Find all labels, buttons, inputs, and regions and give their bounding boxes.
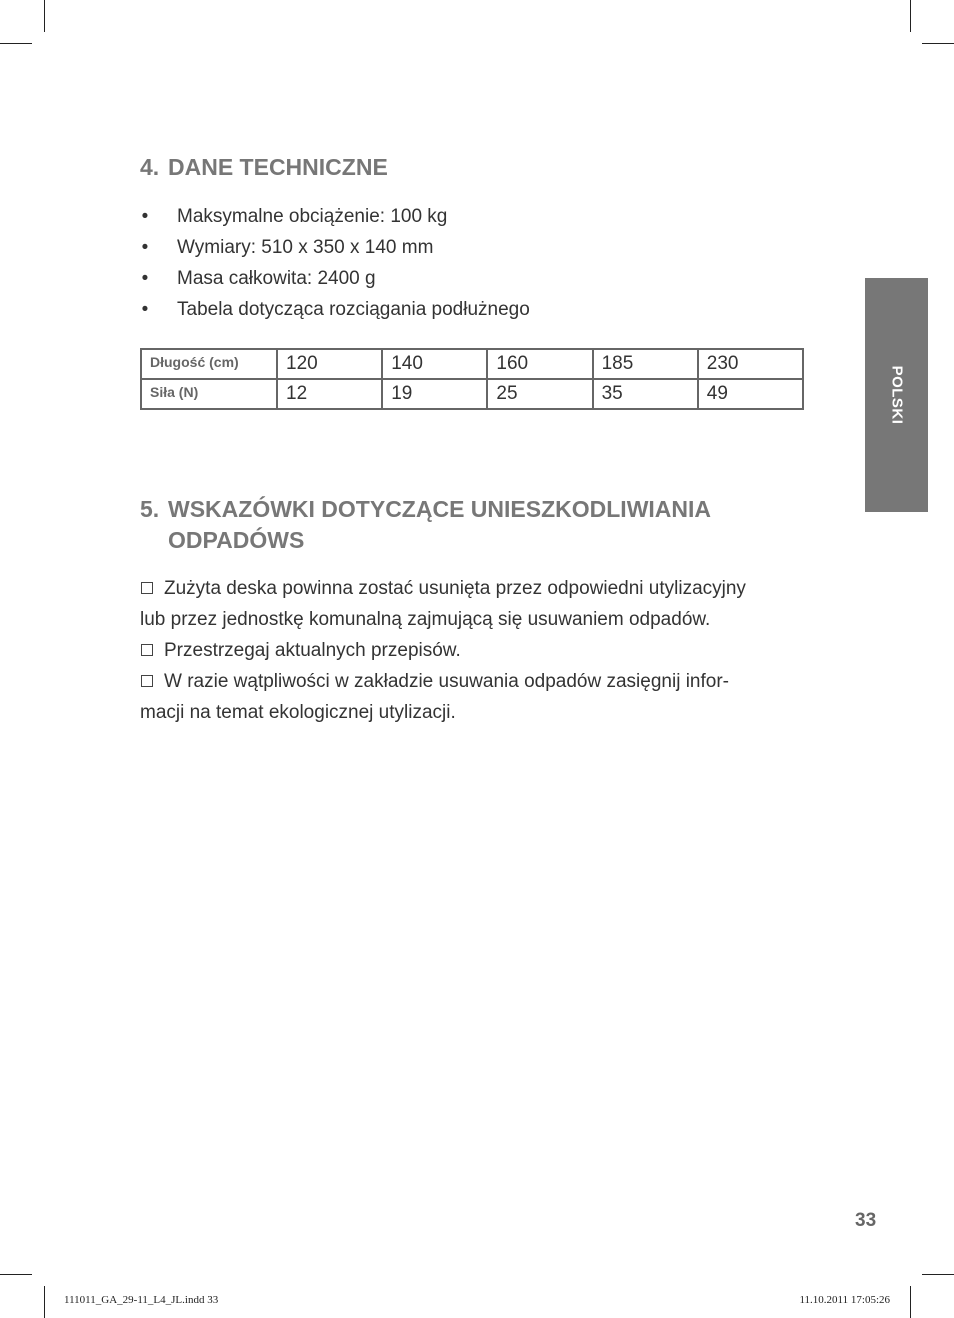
list-item (140, 263, 530, 294)
checkbox-square-icon (141, 675, 153, 687)
crop-mark (922, 43, 954, 44)
language-tab (865, 278, 928, 512)
crop-mark (910, 1286, 911, 1318)
paragraph-line: Przestrzegaj aktualnych przepisów. (140, 635, 810, 666)
list-item-text: Masa całkowita: 2400 g (177, 268, 376, 289)
checkbox-square-icon (141, 582, 153, 594)
crop-mark (922, 1274, 954, 1275)
spec-list (140, 201, 530, 325)
language-tab-label: POLSKI (888, 365, 905, 425)
stretch-table (140, 348, 804, 410)
bullet-icon: • (141, 299, 149, 320)
table-cell: 12 (277, 379, 382, 409)
row-label: Długość (cm) (141, 349, 277, 379)
table-cell: 35 (593, 379, 698, 409)
crop-mark (910, 0, 911, 32)
paragraph-line: lub przez jednostkę komunalną zajmującą się usuwaniem odpadów. (140, 609, 711, 630)
crop-mark (0, 43, 32, 44)
paragraph-line: W razie wątpliwości w zakładzie usuwania odpadów zasięgnij infor- (140, 666, 810, 697)
list-item-text: Maksymalne obciążenie: 100 kg (177, 206, 448, 227)
table-row (141, 349, 803, 379)
section-number: 5. (140, 496, 160, 522)
list-item-text: Wymiary: 510 x 350 x 140 mm (177, 237, 434, 258)
section-number: 4. (140, 154, 160, 180)
row-label: Siła (N) (141, 379, 277, 409)
paragraph-line: macji na temat ekologicznej utylizacji. (140, 702, 456, 723)
bullet-icon: • (141, 237, 149, 258)
crop-mark (44, 1286, 45, 1318)
bullet-icon: • (141, 206, 149, 227)
list-item (140, 201, 530, 232)
checkbox-square-icon (141, 644, 153, 656)
crop-mark (44, 0, 45, 32)
page-number: 33 (855, 1210, 877, 1231)
section-4-heading (140, 152, 388, 183)
table-cell: 160 (487, 349, 592, 379)
footer-file: 111011_GA_29-11_L4_JL.indd 33 (64, 1294, 219, 1306)
section-5-heading (140, 494, 711, 556)
table-cell: 120 (277, 349, 382, 379)
table-cell: 140 (382, 349, 487, 379)
section-title: DANE TECHNICZNE (168, 154, 388, 180)
list-item-text: Tabela dotycząca rozciągania podłużnego (177, 299, 530, 320)
section-title: WSKAZÓWKI DOTYCZĄCE UNIESZKODLIWIANIA (168, 496, 712, 522)
list-item (140, 232, 530, 263)
table-cell: 230 (698, 349, 803, 379)
footer-timestamp: 11.10.2011 17:05:26 (799, 1294, 890, 1306)
table-cell: 185 (593, 349, 698, 379)
list-item (140, 294, 530, 325)
table-cell: 25 (487, 379, 592, 409)
bullet-icon: • (141, 268, 149, 289)
section-title-continuation: ODPADÓWS (168, 527, 305, 553)
crop-mark (0, 1274, 32, 1275)
table-cell: 49 (698, 379, 803, 409)
paragraph-line: Zużyta deska powinna zostać usunięta przez odpowiedni utylizacyjny (140, 573, 810, 604)
disposal-instructions (140, 573, 810, 728)
table-cell: 19 (382, 379, 487, 409)
table-row (141, 379, 803, 409)
